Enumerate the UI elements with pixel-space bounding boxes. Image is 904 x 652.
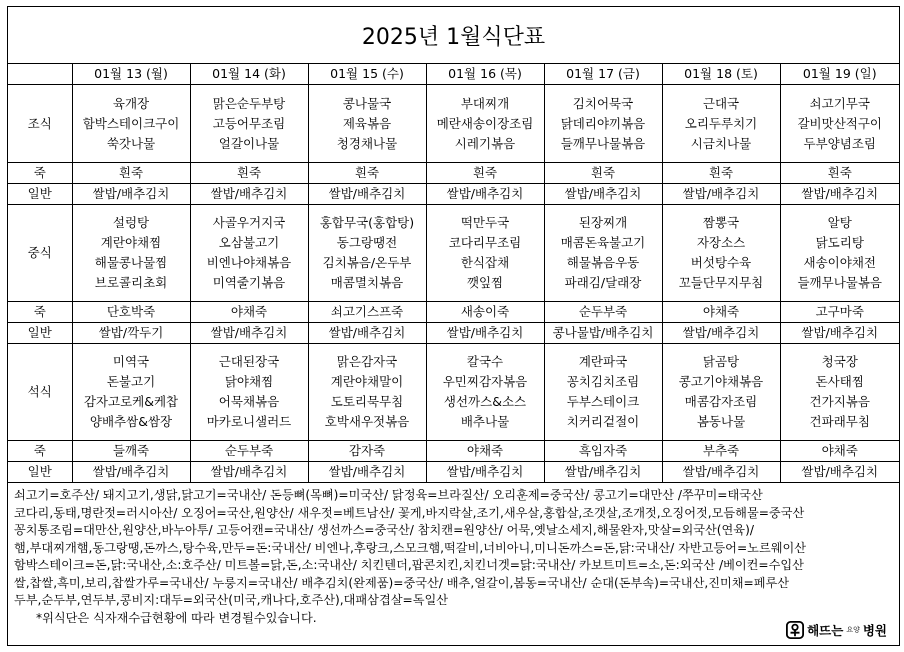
dish-item: 배추나물 xyxy=(460,414,510,429)
lunch-general-row xyxy=(8,323,899,344)
general-cell: 쌀밥/배추김치 xyxy=(72,462,190,483)
dinner-cell xyxy=(662,344,780,441)
porridge-cell: 흰죽 xyxy=(662,163,780,184)
dish-item: 오리두루치기 xyxy=(684,115,758,131)
general-cell: 쌀밥/배추김치 xyxy=(780,323,899,344)
logo-text: 해뜨는 xyxy=(807,623,844,638)
lunch-row xyxy=(8,205,899,302)
lunch-cell xyxy=(544,205,662,302)
general-cell: 쌀밥/배추김치 xyxy=(308,184,426,205)
breakfast-cell xyxy=(662,85,780,163)
dish-item: 버섯탕수육 xyxy=(690,255,752,270)
dish-item: 사골우거지국 xyxy=(212,215,286,230)
general-label: 일반 xyxy=(8,184,72,205)
dish-item: 동그랑땡전 xyxy=(336,235,398,250)
dish-item: 닭도리탕 xyxy=(815,235,864,250)
porridge-cell: 야채죽 xyxy=(190,302,308,323)
breakfast-cell xyxy=(780,85,899,163)
dish-item: 도토리묵무침 xyxy=(330,394,404,409)
dish-item: 매콤감자조림 xyxy=(684,394,758,409)
dinner-cell xyxy=(544,344,662,441)
lunch-cell xyxy=(72,205,190,302)
dish-item: 건파래무침 xyxy=(809,414,870,429)
dish-item: 해물볶음우동 xyxy=(566,255,640,270)
day-header: 01월 16 (목) xyxy=(426,64,544,85)
dish-item: 청경채나물 xyxy=(336,135,398,151)
dish-item: 들깨무나물볶음 xyxy=(560,135,646,151)
general-cell: 쌀밥/배추김치 xyxy=(426,184,544,205)
dinner-cell xyxy=(190,344,308,441)
breakfast-general-row xyxy=(8,184,899,205)
general-cell: 쌀밥/배추김치 xyxy=(426,462,544,483)
porridge-label: 죽 xyxy=(8,302,72,323)
dish-item: 깻잎찜 xyxy=(466,275,504,290)
dish-item: 우민찌감자볶음 xyxy=(442,374,528,389)
breakfast-row xyxy=(8,85,899,163)
breakfast-cell xyxy=(544,85,662,163)
page-title: 2025년 1월식단표 xyxy=(8,7,899,64)
general-label: 일반 xyxy=(8,462,72,483)
general-cell: 쌀밥/배추김치 xyxy=(190,323,308,344)
dish-item: 매콤돈육불고기 xyxy=(560,235,646,250)
origin-note-line: 쇠고기=호주산/ 돼지고기,생닭,닭고기=국내산/ 돈등뼈(목뼈)=미국산/ 닭정육=브라질산/ 오리훈제=중국산/ 콩고기=대만산 /쭈꾸미=태국산 xyxy=(14,488,763,502)
dish-item: 어묵채볶음 xyxy=(218,394,280,409)
dish-item: 호박새우젓볶음 xyxy=(324,414,410,429)
general-cell: 쌀밥/배추김치 xyxy=(780,462,899,483)
dish-item: 한식잡채 xyxy=(460,255,510,270)
dish-item: 된장찌개 xyxy=(578,215,628,230)
dish-item: 들깨무나물볶음 xyxy=(797,275,883,290)
general-cell: 쌀밥/배추김치 xyxy=(662,323,780,344)
lunch-cell xyxy=(780,205,899,302)
dish-item: 계란파국 xyxy=(578,354,628,369)
dish-item: 치커리겉절이 xyxy=(566,414,640,429)
origin-note-line: 쌀,찹쌀,흑미,보리,찹쌀가루=국내산/ 누룽지=국내산/ 배추김치(완제품)=중국산/ 배추,얼갈이,봄동=국내산/ 순대(돈부속)=국내산,진미채=페루산 xyxy=(14,575,790,590)
lunch-cell xyxy=(426,205,544,302)
general-cell: 쌀밥/배추김치 xyxy=(72,184,190,205)
dish-item: 맑은순두부탕 xyxy=(212,95,286,111)
dish-item: 부대찌개 xyxy=(460,95,510,111)
porridge-cell: 흰죽 xyxy=(308,163,426,184)
dish-item: 코다리무조림 xyxy=(448,235,522,250)
general-cell: 쌀밥/배추김치 xyxy=(662,184,780,205)
porridge-cell: 야채죽 xyxy=(662,302,780,323)
lunch-label: 중식 xyxy=(8,205,72,302)
breakfast-cell xyxy=(308,85,426,163)
disclaimer-note: *위식단은 식자재수급현황에 따라 변경될수있습니다. xyxy=(36,610,317,625)
porridge-label: 죽 xyxy=(8,163,72,184)
dish-item: 청국장 xyxy=(821,354,858,369)
dish-item: 알탕 xyxy=(827,215,852,230)
general-cell: 쌀밥/배추김치 xyxy=(662,462,780,483)
day-header: 01월 19 (일) xyxy=(780,64,899,85)
dish-item: 김치볶음/온두부 xyxy=(322,255,412,270)
dish-item: 봄동나물 xyxy=(696,414,746,429)
dish-item: 짬뽕국 xyxy=(702,215,740,230)
dinner-cell xyxy=(426,344,544,441)
dish-item: 두부양념조림 xyxy=(803,135,876,151)
breakfast-porridge-row xyxy=(8,163,899,184)
dish-item: 근대국 xyxy=(702,95,740,111)
porridge-cell: 야채죽 xyxy=(426,441,544,462)
origin-note-line: 꽁치통조림=대만산,원양산,바누아투/ 고등어캔=국내산/ 생선까스=중국산/ 참치캔=원양산/ 어묵,옛날소세지,해물완자,맛살=외국산(연육)/ xyxy=(14,523,754,537)
dish-item: 계란야채말이 xyxy=(330,374,404,389)
dish-item: 쑥갓나물 xyxy=(106,135,156,151)
menu-sheet xyxy=(7,6,900,646)
meal-table xyxy=(8,64,899,483)
dish-item: 꼬들단무지무침 xyxy=(678,275,764,290)
dish-item: 콩나물국 xyxy=(342,95,392,111)
dish-item: 양배추쌈&쌈장 xyxy=(89,414,173,429)
porridge-cell: 쇠고기스프죽 xyxy=(308,302,426,323)
day-header: 01월 13 (월) xyxy=(72,64,190,85)
breakfast-cell xyxy=(190,85,308,163)
dish-item: 홍합무국(홍합탕) xyxy=(319,215,415,230)
porridge-cell: 고구마죽 xyxy=(780,302,899,323)
dish-item: 브로콜리초회 xyxy=(94,275,168,290)
porridge-cell: 단호박죽 xyxy=(72,302,190,323)
day-header: 01월 14 (화) xyxy=(190,64,308,85)
porridge-cell: 흰죽 xyxy=(780,163,899,184)
dish-item: 함박스테이크구이 xyxy=(82,115,180,131)
porridge-cell: 순두부죽 xyxy=(544,302,662,323)
general-cell: 쌀밥/배추김치 xyxy=(190,184,308,205)
dinner-row xyxy=(8,344,899,441)
porridge-cell: 부추죽 xyxy=(662,441,780,462)
dinner-cell xyxy=(308,344,426,441)
origin-notes xyxy=(14,487,894,627)
dish-item: 닭곰탕 xyxy=(702,354,740,369)
dish-item: 시레기볶음 xyxy=(454,135,516,151)
dish-item: 고등어무조림 xyxy=(212,115,286,131)
general-cell: 쌀밥/깍두기 xyxy=(72,323,190,344)
porridge-cell: 순두부죽 xyxy=(190,441,308,462)
dish-item: 두부스테이크 xyxy=(566,394,640,409)
origin-note-line: 햄,부대찌개햄,동그랑땡,돈까스,탕수육,만두=돈:국내산/ 비엔나,후랑크,스모크햄,떡갈비,너비아니,미니돈까스=돈,닭:국내산/ 자반고등어=노르웨이산 xyxy=(14,540,807,555)
general-cell: 쌀밥/배추김치 xyxy=(190,462,308,483)
breakfast-label: 조식 xyxy=(8,85,72,163)
dish-item: 떡만두국 xyxy=(460,215,510,230)
day-header-row xyxy=(8,64,899,85)
dish-item: 오삼불고기 xyxy=(218,235,280,250)
general-cell: 쌀밥/배추김치 xyxy=(308,462,426,483)
day-header: 01월 18 (토) xyxy=(662,64,780,85)
porridge-cell: 흰죽 xyxy=(426,163,544,184)
dish-item: 설렁탕 xyxy=(112,215,150,230)
general-cell: 쌀밥/배추김치 xyxy=(426,323,544,344)
general-cell: 쌀밥/배추김치 xyxy=(780,184,899,205)
dish-item: 제육볶음 xyxy=(342,115,392,131)
dish-item: 닭데리야끼볶음 xyxy=(560,115,646,131)
dish-item: 계란야채찜 xyxy=(100,235,162,250)
dish-item: 파래김/달래장 xyxy=(564,275,642,290)
porridge-cell: 흰죽 xyxy=(72,163,190,184)
dish-item: 감자고로케&케찹 xyxy=(83,394,179,409)
dish-item: 돈불고기 xyxy=(106,374,156,389)
dinner-label: 석식 xyxy=(8,344,72,441)
origin-note-line: 함박스테이크=돈,닭:국내산,소:호주산/ 미트볼=닭,돈,소:국내산/ 치킨텐더,팝콘치킨,치킨너겟=닭:국내산/ 카보트미트=소,돈:외국산 /베이컨=수입산 xyxy=(14,558,804,572)
general-cell: 쌀밥/배추김치 xyxy=(544,462,662,483)
porridge-label: 죽 xyxy=(8,441,72,462)
day-header: 01월 15 (수) xyxy=(308,64,426,85)
dish-item: 육개장 xyxy=(112,95,150,111)
dish-item: 닭야채찜 xyxy=(224,374,274,389)
dish-item: 매콤멸치볶음 xyxy=(330,275,404,290)
dish-item: 시금치나물 xyxy=(690,135,752,151)
logo-text-small: 요양 xyxy=(846,626,860,634)
dish-item: 메란새송이장조림 xyxy=(436,115,534,131)
dish-item: 비엔나야채볶음 xyxy=(206,255,292,270)
dish-item: 새송이야채전 xyxy=(803,255,876,270)
logo-text-end: 병원 xyxy=(862,623,887,638)
dish-item: 해물콩나물찜 xyxy=(94,255,168,270)
dish-item: 칼국수 xyxy=(466,354,504,369)
dish-item: 미역줄기볶음 xyxy=(212,275,286,290)
corner-cell xyxy=(8,64,72,85)
hospital-logo-icon xyxy=(786,621,804,639)
breakfast-cell xyxy=(72,85,190,163)
porridge-cell: 흰죽 xyxy=(544,163,662,184)
dish-item: 생선까스&소스 xyxy=(443,394,527,409)
lunch-cell xyxy=(662,205,780,302)
lunch-cell xyxy=(190,205,308,302)
dinner-cell xyxy=(72,344,190,441)
dish-item: 갈비맛산적구이 xyxy=(797,115,883,131)
dish-item: 돈사태찜 xyxy=(815,374,864,389)
day-header: 01월 17 (금) xyxy=(544,64,662,85)
general-cell: 쌀밥/배추김치 xyxy=(308,323,426,344)
porridge-cell: 새송이죽 xyxy=(426,302,544,323)
porridge-cell: 흰죽 xyxy=(190,163,308,184)
dish-item: 건가지볶음 xyxy=(809,394,870,409)
breakfast-cell xyxy=(426,85,544,163)
dish-item: 미역국 xyxy=(112,354,150,369)
dinner-cell xyxy=(780,344,899,441)
general-label: 일반 xyxy=(8,323,72,344)
porridge-cell: 감자죽 xyxy=(308,441,426,462)
dish-item: 맑은감자국 xyxy=(336,354,398,369)
dish-item: 마카로니샐러드 xyxy=(206,414,292,429)
origin-note-line: 두부,순두부,연두부,콩비지:대두=외국산(미국,캐나다,호주산),대패삼겹살=독일산 xyxy=(14,593,449,607)
lunch-cell xyxy=(308,205,426,302)
porridge-cell: 흑임자죽 xyxy=(544,441,662,462)
dish-item: 얼갈이나물 xyxy=(218,135,280,151)
dinner-porridge-row xyxy=(8,441,899,462)
origin-note-line: 코다리,동태,명란젓=러시아산/ 오징어=국산,원양산/ 새우젓=베트남산/ 꽃게,바지락살,조기,새우살,홍합살,조갯살,조개젓,오징어젓,모듬해물=중국산 xyxy=(14,505,805,520)
general-cell: 쌀밥/배추김치 xyxy=(544,184,662,205)
dish-item: 자장소스 xyxy=(696,235,746,250)
porridge-cell: 들깨죽 xyxy=(72,441,190,462)
dinner-general-row xyxy=(8,462,899,483)
dish-item: 근대된장국 xyxy=(218,354,280,369)
hospital-logo xyxy=(786,621,887,639)
general-cell: 콩나물밥/배추김치 xyxy=(544,323,662,344)
dish-item: 콩고기야채볶음 xyxy=(678,374,764,389)
dish-item: 꽁치김치조림 xyxy=(566,374,640,389)
porridge-cell: 야채죽 xyxy=(780,441,899,462)
dish-item: 쇠고기무국 xyxy=(809,95,870,111)
dish-item: 김치어묵국 xyxy=(572,95,634,111)
lunch-porridge-row xyxy=(8,302,899,323)
